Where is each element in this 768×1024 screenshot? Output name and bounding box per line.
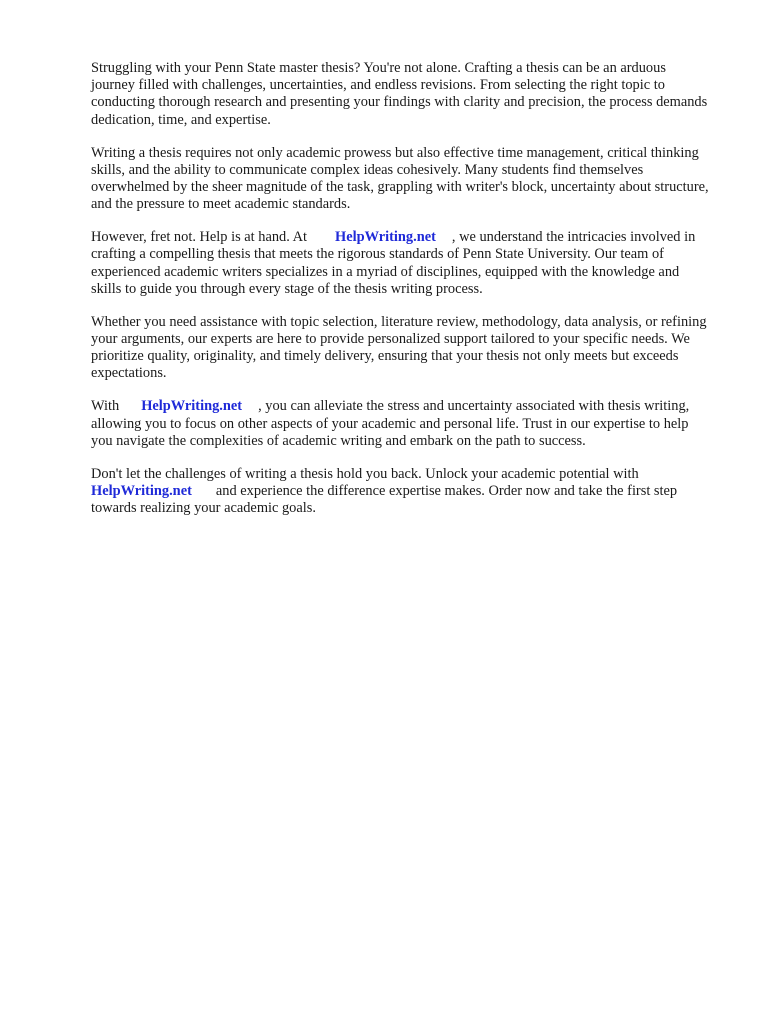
paragraph-cta-rest: and experience the difference expertise makes. Order now and take the first step towards realizing your academic goals. (91, 483, 678, 517)
paragraph-help-offer (91, 229, 711, 298)
paragraph-benefits (91, 398, 711, 450)
paragraph-benefits-rest: , you can alleviate the stress and uncertainty associated with thesis writing, allowing you to focus on other aspects of your academic and personal life. Trust in our expertise to help you navigate the complexities of academic writing and embark on the path to success. (91, 398, 690, 449)
paragraph-call-to-action (91, 466, 711, 518)
paragraph-benefits-lead: With (91, 398, 120, 415)
paragraph-assistance: Whether you need assistance with topic selection, literature review, methodology, data analysis, or refining your arguments, our experts are here to provide personalized support tailored to your specific needs. We prioritize quality, originality, and timely delivery, ensuring that your thesis not only meets but exceeds expectations. (91, 313, 707, 382)
helpwriting-link[interactable]: HelpWriting.net (335, 229, 436, 246)
paragraph-help-offer-lead: However, fret not. Help is at hand. At (91, 229, 308, 246)
document-body (91, 60, 711, 533)
paragraph-help-offer-rest: , we understand the intricacies involved in crafting a compelling thesis that meets the rigorous standards of Penn State University. Our team of experienced academic writers specializes in a myriad of disciplines, equipped with the knowledge and skills to guide you through every stage of the thesis writing process. (91, 229, 696, 297)
paragraph-cta-lead: Don't let the challenges of writing a thesis hold you back. Unlock your academic potential with (91, 465, 639, 482)
helpwriting-link[interactable]: HelpWriting.net (141, 398, 243, 415)
helpwriting-link[interactable]: HelpWriting.net (91, 483, 192, 500)
paragraph-intro: Struggling with your Penn State master thesis? You're not alone. Crafting a thesis can be an arduous journey filled with challenges, uncertainties, and endless revisions. From selecting the right topic to conducting thorough research and presenting your findings with clarity and precision, the process demands dedication, time, and expertise. (91, 60, 708, 128)
paragraph-challenges: Writing a thesis requires not only academic prowess but also effective time management, critical thinking skills, and the ability to communicate complex ideas cohesively. Many students find themselves overwhelmed by the sheer magnitude of the task, grappling with writer's block, uncertainty about structure, and the pressure to meet academic standards. (91, 144, 709, 213)
